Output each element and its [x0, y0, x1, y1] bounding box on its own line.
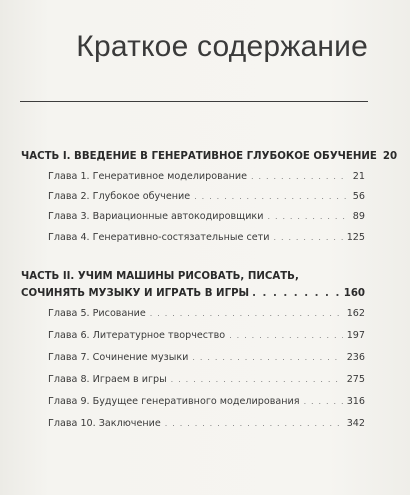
part-2-page: 160: [343, 288, 365, 299]
toc-entry-chapter-1: [48, 171, 365, 182]
chapter-10-page: 342: [346, 418, 365, 429]
dot-leader: [251, 172, 349, 181]
chapter-8-page: 275: [346, 374, 365, 385]
chapter-2-page: 56: [352, 191, 365, 202]
chapter-2-label: Глава 2. Глубокое обучение: [48, 191, 191, 202]
page-title: Краткое содержание: [76, 30, 368, 63]
part-1-title: ЧАСТЬ I. ВВЕДЕНИЕ В ГЕНЕРАТИВНОЕ ГЛУБОКОЕ ОБУЧЕНИЕ: [21, 151, 377, 162]
toc-entry-chapter-5: [48, 308, 365, 319]
chapter-5-label: Глава 5. Рисование: [48, 308, 146, 319]
chapter-6-label: Глава 6. Литературное творчество: [48, 330, 226, 341]
chapter-5-page: 162: [346, 308, 365, 319]
chapter-9-label: Глава 9. Будущее генеративного моделирования: [48, 396, 300, 407]
toc-entry-chapter-4: [48, 232, 365, 243]
toc-entry-chapter-8: [48, 374, 365, 385]
dot-leader: [194, 192, 349, 201]
dot-leader: [252, 285, 341, 302]
toc-entry-chapter-10: [48, 418, 365, 429]
chapter-10-label: Глава 10. Заключение: [48, 418, 161, 429]
chapter-7-page: 236: [346, 352, 365, 363]
dot-leader: [304, 397, 343, 406]
chapter-3-label: Глава 3. Вариационные автокодировщики: [48, 211, 264, 222]
part-2-title-line-1: ЧАСТЬ II. УЧИМ МАШИНЫ РИСОВАТЬ, ПИСАТЬ,: [21, 271, 299, 282]
dot-leader: [150, 309, 343, 318]
chapter-4-label: Глава 4. Генеративно-состязательные сети: [48, 232, 270, 243]
chapter-8-label: Глава 8. Играем в игры: [48, 374, 167, 385]
part-2-heading: [21, 268, 365, 302]
dot-leader: [267, 212, 348, 221]
part-1-heading: [21, 148, 398, 165]
toc-entry-chapter-2: [48, 191, 365, 202]
toc-entry-chapter-3: [48, 211, 365, 222]
toc-entry-chapter-9: [48, 396, 365, 407]
dot-leader: [192, 353, 342, 362]
toc-entry-chapter-7: [48, 352, 365, 363]
title-divider: [20, 101, 368, 102]
dot-leader: [229, 331, 343, 340]
chapter-1-page: 21: [352, 171, 365, 182]
toc-entry-chapter-6: [48, 330, 365, 341]
chapter-3-page: 89: [352, 211, 365, 222]
chapter-4-page: 125: [346, 232, 365, 243]
dot-leader: [171, 375, 343, 384]
part-1-page: 20: [382, 151, 398, 162]
chapter-1-label: Глава 1. Генеративное моделирование: [48, 171, 248, 182]
chapter-7-label: Глава 7. Сочинение музыки: [48, 352, 189, 363]
chapter-6-page: 197: [346, 330, 365, 341]
part-2-title-line-2: СОЧИНЯТЬ МУЗЫКУ И ИГРАТЬ В ИГРЫ: [21, 288, 250, 299]
dot-leader: [165, 419, 343, 428]
chapter-9-page: 316: [346, 396, 365, 407]
dot-leader: [273, 233, 342, 242]
